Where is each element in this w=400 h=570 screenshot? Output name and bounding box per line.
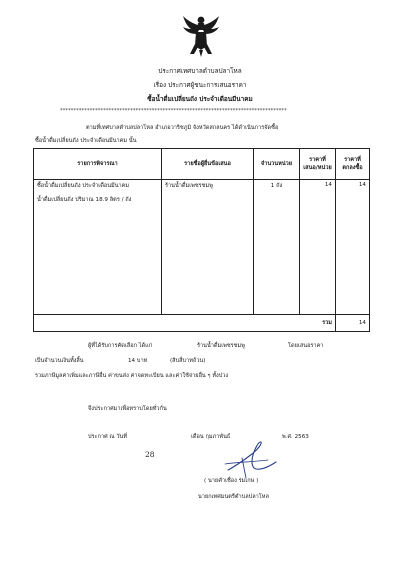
star-separator: ************************************************************************************ <box>60 108 287 114</box>
item-line-1: ซื้อน้ำดื่มเปลี่ยนถัง ประจำเดือนมีนาคม <box>37 183 130 189</box>
vat-note: รวมภาษีมูลค่าเพิ่มและภาษีอื่น ค่าขนส่ง ค่าจดทะเบียน และค่าใช้จ่ายอื่น ๆ ทั้งปวง <box>35 373 229 379</box>
signature-icon <box>222 438 280 480</box>
date-prefix: ประกาศ ณ วันที่ <box>88 434 128 440</box>
col-header-total: ราคาที่ตกลงซื้อ <box>336 149 370 180</box>
office-title: ประกาศเทศบาลตำบลปลาโหล <box>158 67 242 75</box>
intro-line-2: ซื้อน้ำดื่มเปลี่ยนถัง ประจำเดือนมีนาคม นั้น <box>35 138 137 144</box>
table-header-row <box>34 149 370 180</box>
cell-total: 14 <box>336 180 370 315</box>
amount-words: (สิบสี่บาทถ้วน) <box>170 358 206 364</box>
cell-vendor: ร้านน้ำดื่มเพชรชมพู <box>162 180 254 315</box>
cell-unit-price: 14 <box>300 180 336 315</box>
cell-item <box>34 180 162 315</box>
garuda-emblem-icon <box>181 14 221 58</box>
amount-value: 14 บาท <box>128 358 148 364</box>
col-header-qty: จำนวนหน่วย <box>254 149 300 180</box>
signer-title: นายกเทศมนตรีตำบลปลาโหล <box>198 494 269 500</box>
item-line-2: น้ำดื่มเปลี่ยนถัง ปริมาณ 18.9 ลิตร / ถัง <box>37 197 132 203</box>
winner-name: ร้านน้ำดื่มเพชรชมพู <box>197 343 245 349</box>
intro-line-1: ตามที่เทศบาลตำบลปลาโหล อำเภอวาริชภูมิ จังหวัดสกลนคร ได้ดำเนินการจัดซื้อ <box>86 125 279 131</box>
procurement-table <box>33 148 370 332</box>
signer-name: ( นายคำเชื่อง ร่มเกษ ) <box>204 478 259 484</box>
closing-line: จึงประกาศมาเพื่อทราบโดยทั่วกัน <box>88 406 167 412</box>
col-header-unit-price: ราคาที่เสนอ/หน่วย <box>300 149 336 180</box>
cell-qty: 1 ถัง <box>254 180 300 315</box>
procurement-item-title: ซื้อน้ำดื่มเปลี่ยนถัง ประจำเดือนมีนาคม <box>147 95 253 103</box>
date-month: เดือน กุมภาพันธ์ <box>191 434 231 440</box>
amount-prefix: เป็นจำนวนเงินทั้งสิ้น <box>35 358 84 364</box>
col-header-vendor: รายชื่อผู้ยื่นข้อเสนอ <box>162 149 254 180</box>
date-day: 28 <box>145 450 155 459</box>
sum-label: รวม <box>34 315 336 332</box>
date-year: พ.ศ. 2563 <box>282 434 309 440</box>
subject-line: เรื่อง ประกาศผู้ชนะการเสนอราคา <box>153 81 247 89</box>
col-header-item: รายการพิจารณา <box>34 149 162 180</box>
sum-value: 14 <box>336 315 370 332</box>
table-total-row <box>34 315 370 332</box>
winner-offer: โดยเสนอราคา <box>288 343 324 349</box>
table-row <box>34 180 370 315</box>
winner-label: ผู้ที่ได้รับการคัดเลือก ได้แก่ <box>88 343 153 349</box>
